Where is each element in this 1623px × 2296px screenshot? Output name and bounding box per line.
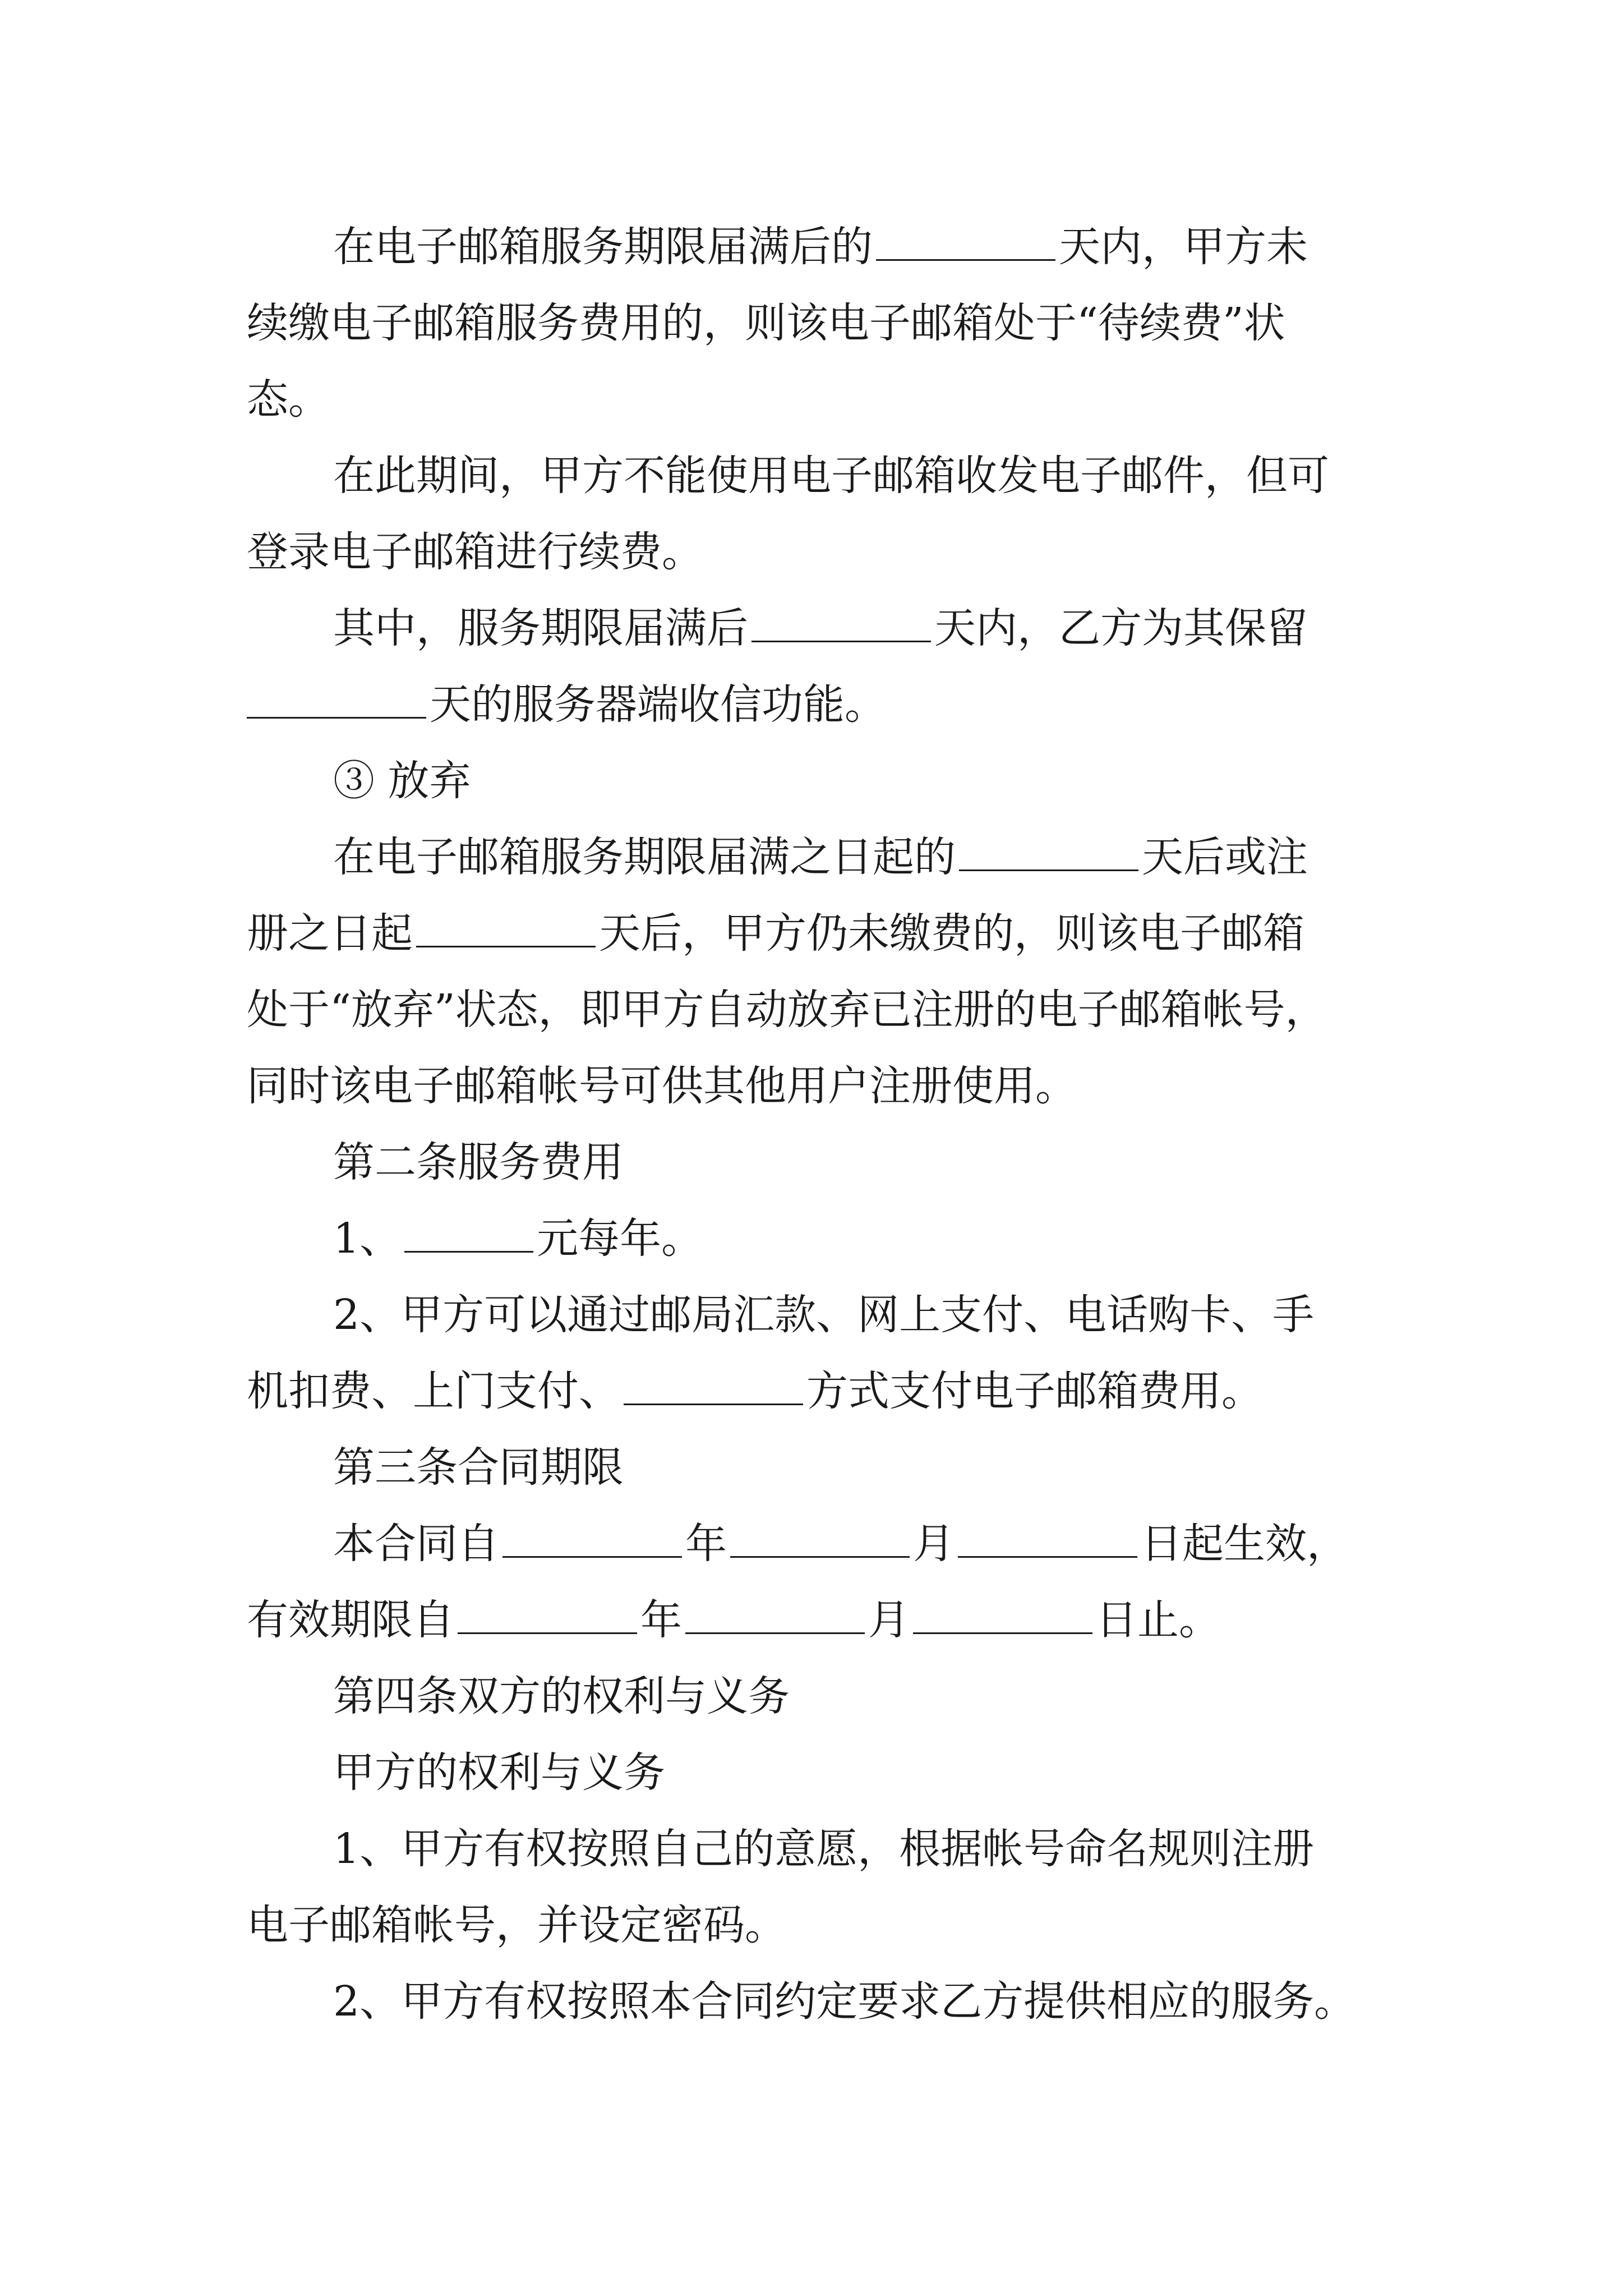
paragraph-line — [247, 285, 1368, 361]
paragraph-line — [247, 514, 1368, 590]
subsection-heading: 甲方的权利与义务 — [333, 1749, 665, 1797]
text-run: 在电子邮箱服务期限届满之日起的 — [333, 833, 956, 881]
text-run: 天内，乙方为其保留 — [934, 604, 1308, 652]
paragraph-line — [247, 895, 1368, 972]
paragraph-line — [247, 1429, 1368, 1506]
paragraph-line — [247, 1887, 1368, 1963]
paragraph-line — [247, 1200, 1368, 1277]
text-run: 月 — [868, 1596, 910, 1644]
paragraph-line — [247, 1658, 1368, 1734]
text-run: 处于“放弃”状态，即甲方自动放弃已注册的电子邮箱帐号， — [247, 986, 1327, 1034]
text-run: 1、甲方有权按照自己的意愿，根据帐号命名规则注册 — [333, 1825, 1315, 1873]
fill-in-blank — [876, 224, 1055, 261]
fill-in-blank — [458, 1598, 637, 1634]
text-run: 登录电子邮箱进行续费。 — [247, 528, 703, 576]
text-run: 2、甲方可以通过邮局汇款、网上支付、电话购卡、手 — [333, 1291, 1315, 1339]
paragraph-line — [247, 438, 1368, 514]
paragraph-line — [247, 666, 1368, 743]
article-heading: 第三条合同期限 — [333, 1443, 624, 1492]
text-run: 天的服务器端收信功能。 — [430, 680, 886, 729]
text-run: 日止。 — [1096, 1596, 1220, 1644]
text-run: 本合同自 — [333, 1520, 499, 1568]
paragraph-line — [247, 1048, 1368, 1124]
text-run: 天后，甲方仍未缴费的，则该电子邮箱 — [599, 909, 1304, 958]
text-run: 1、 — [333, 1214, 402, 1263]
paragraph-line — [247, 361, 1368, 438]
contract-body — [247, 209, 1368, 2040]
fill-in-blank — [958, 1521, 1137, 1558]
text-run: 日起生效， — [1141, 1520, 1348, 1568]
fill-in-blank — [416, 911, 596, 947]
text-run: 天内，甲方未 — [1059, 223, 1308, 271]
text-run: 续缴电子邮箱服务费用的，则该电子邮箱处于“待续费”状 — [247, 299, 1285, 347]
paragraph-line — [247, 1506, 1368, 1582]
text-run: 月 — [913, 1520, 955, 1568]
text-run: 在此期间，甲方不能使用电子邮箱收发电子邮件，但可 — [333, 452, 1329, 500]
fill-in-blank — [624, 1369, 803, 1405]
fill-in-blank — [913, 1598, 1092, 1634]
fill-in-blank — [685, 1598, 865, 1634]
text-run: 有效期限自 — [247, 1596, 454, 1644]
fill-in-blank — [751, 606, 931, 642]
fill-in-blank — [247, 682, 426, 719]
text-run: 方式支付电子邮箱费用。 — [806, 1367, 1263, 1415]
paragraph-line — [247, 590, 1368, 666]
paragraph-line — [247, 209, 1368, 285]
text-run: 态。 — [247, 375, 330, 424]
paragraph-line — [247, 743, 1368, 819]
text-run: 天后或注 — [1142, 833, 1308, 881]
text-run: 电子邮箱帐号，并设定密码。 — [247, 1901, 786, 1949]
text-run: 2、甲方有权按照本合同约定要求乙方提供相应的服务。 — [333, 1977, 1356, 2026]
text-run: 年 — [685, 1520, 727, 1568]
fill-in-blank — [730, 1521, 910, 1558]
paragraph-line — [247, 1277, 1368, 1353]
text-run: 在电子邮箱服务期限届满后的 — [333, 223, 873, 271]
article-heading: 第四条双方的权利与义务 — [333, 1672, 790, 1720]
paragraph-line — [247, 1582, 1368, 1658]
text-run: 机扣费、上门支付、 — [247, 1367, 620, 1415]
text-run: 册之日起 — [247, 909, 413, 958]
section-heading: ③ 放弃 — [333, 757, 471, 805]
paragraph-line — [247, 972, 1368, 1048]
fill-in-blank — [404, 1216, 533, 1253]
text-run: 年 — [640, 1596, 682, 1644]
text-run: 同时该电子邮箱帐号可供其他用户注册使用。 — [247, 1062, 1077, 1110]
fill-in-blank — [502, 1521, 682, 1558]
paragraph-line — [247, 1124, 1368, 1200]
paragraph-line — [247, 1353, 1368, 1429]
fill-in-blank — [959, 835, 1138, 871]
paragraph-line — [247, 1811, 1368, 1887]
text-run: 元每年。 — [537, 1214, 703, 1263]
paragraph-line — [247, 1734, 1368, 1811]
text-run: 其中，服务期限届满后 — [333, 604, 748, 652]
article-heading: 第二条服务费用 — [333, 1138, 624, 1186]
paragraph-line — [247, 819, 1368, 895]
paragraph-line — [247, 1963, 1368, 2040]
